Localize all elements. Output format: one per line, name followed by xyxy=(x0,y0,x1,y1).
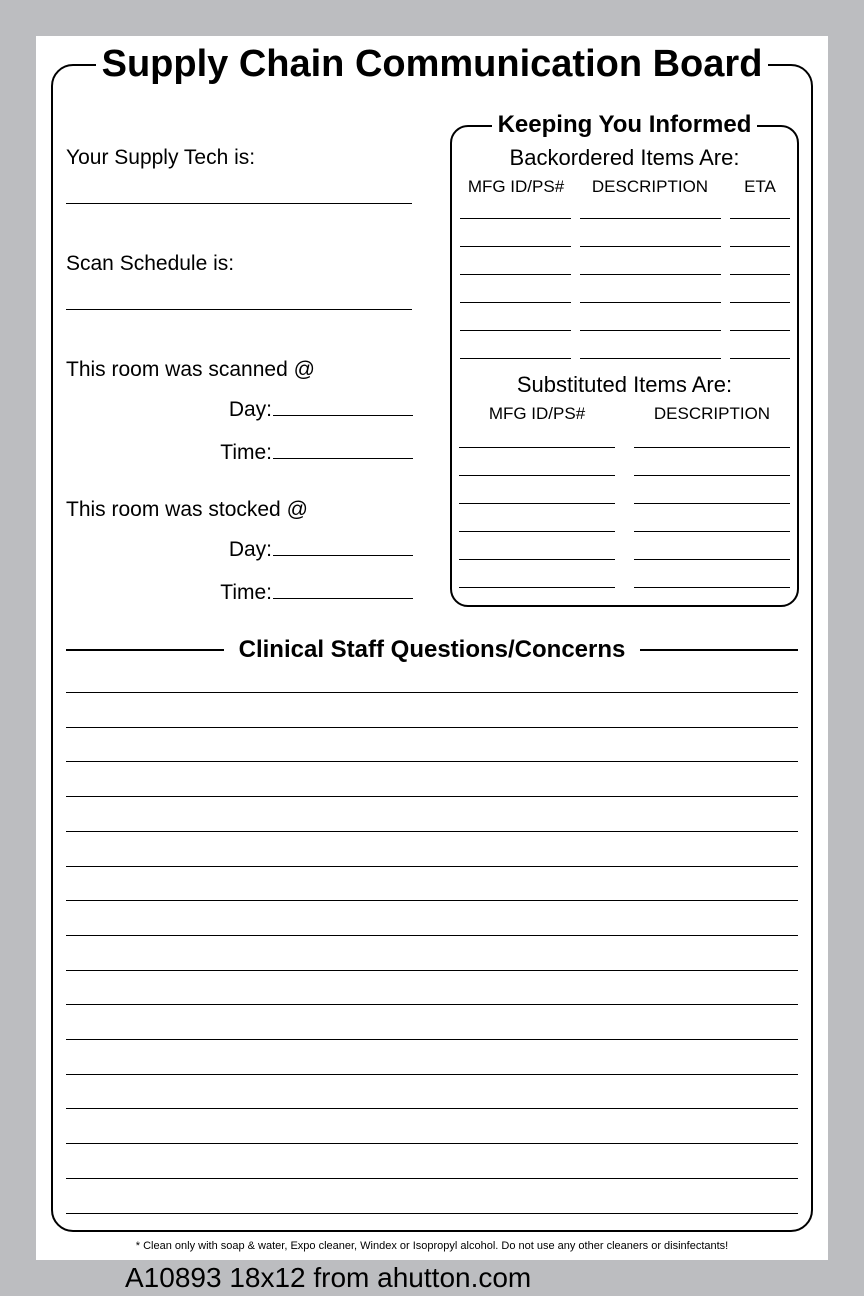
table-cell-line[interactable] xyxy=(459,447,615,448)
table-cell-line[interactable] xyxy=(459,531,615,532)
table-cell-line[interactable] xyxy=(730,246,790,247)
board-title: Supply Chain Communication Board xyxy=(66,40,798,88)
time-label: Time: xyxy=(220,581,272,604)
supply-tech-label: Your Supply Tech is: xyxy=(66,146,256,169)
table-cell-line[interactable] xyxy=(634,559,790,560)
concerns-header xyxy=(66,635,798,665)
stocked-label: This room was stocked @ xyxy=(66,498,308,521)
writing-line[interactable] xyxy=(66,866,798,867)
table-cell-line[interactable] xyxy=(460,330,571,331)
table-cell-line[interactable] xyxy=(580,330,721,331)
blank-line xyxy=(273,537,413,556)
table-cell-line[interactable] xyxy=(634,531,790,532)
table-cell-line[interactable] xyxy=(730,218,790,219)
table-cell-line[interactable] xyxy=(634,447,790,448)
time-label: Time: xyxy=(220,441,272,464)
table-cell-line[interactable] xyxy=(459,587,615,588)
table-cell-line[interactable] xyxy=(460,246,571,247)
table-cell-line[interactable] xyxy=(459,559,615,560)
table-cell-line[interactable] xyxy=(730,302,790,303)
backordered-col-eta: ETA xyxy=(744,177,776,196)
scan-schedule-label: Scan Schedule is: xyxy=(66,252,235,275)
scanned-label: This room was scanned @ xyxy=(66,358,315,381)
scanned-time-field[interactable] xyxy=(200,440,413,466)
scan-schedule-field[interactable] xyxy=(66,309,412,310)
day-label: Day: xyxy=(228,538,272,561)
table-cell-line[interactable] xyxy=(580,358,721,359)
writing-line[interactable] xyxy=(66,935,798,936)
backordered-col-mfg: MFG ID/PS# xyxy=(467,177,565,196)
product-caption: A10893 18x12 from ahutton.com xyxy=(125,1262,532,1293)
substituted-heading: Substituted Items Are: xyxy=(516,372,733,397)
writing-line[interactable] xyxy=(66,1178,798,1179)
info-title: Keeping You Informed xyxy=(450,110,799,140)
writing-line[interactable] xyxy=(66,900,798,901)
writing-line[interactable] xyxy=(66,796,798,797)
blank-line xyxy=(273,397,413,416)
backordered-col-description: DESCRIPTION xyxy=(591,177,709,196)
table-cell-line[interactable] xyxy=(580,302,721,303)
stocked-day-field[interactable] xyxy=(200,537,413,563)
table-cell-line[interactable] xyxy=(634,503,790,504)
writing-line[interactable] xyxy=(66,1074,798,1075)
table-cell-line[interactable] xyxy=(459,503,615,504)
table-cell-line[interactable] xyxy=(460,218,571,219)
writing-line[interactable] xyxy=(66,1039,798,1040)
writing-line[interactable] xyxy=(66,1108,798,1109)
writing-line[interactable] xyxy=(66,1143,798,1144)
table-cell-line[interactable] xyxy=(634,587,790,588)
table-cell-line[interactable] xyxy=(460,274,571,275)
table-cell-line[interactable] xyxy=(580,274,721,275)
table-cell-line[interactable] xyxy=(730,358,790,359)
table-cell-line[interactable] xyxy=(460,302,571,303)
scanned-day-field[interactable] xyxy=(200,397,413,423)
writing-line[interactable] xyxy=(66,761,798,762)
supply-tech-field[interactable] xyxy=(66,203,412,204)
substituted-col-description: DESCRIPTION xyxy=(653,404,771,423)
table-cell-line[interactable] xyxy=(634,475,790,476)
backordered-heading: Backordered Items Are: xyxy=(509,145,740,170)
table-cell-line[interactable] xyxy=(580,246,721,247)
writing-line[interactable] xyxy=(66,1213,798,1214)
table-cell-line[interactable] xyxy=(460,358,571,359)
writing-line[interactable] xyxy=(66,831,798,832)
blank-line xyxy=(273,580,413,599)
stocked-time-field[interactable] xyxy=(200,580,413,606)
table-cell-line[interactable] xyxy=(730,330,790,331)
table-cell-line[interactable] xyxy=(459,475,615,476)
info-box xyxy=(450,125,799,607)
writing-line[interactable] xyxy=(66,1004,798,1005)
day-label: Day: xyxy=(228,398,272,421)
writing-line[interactable] xyxy=(66,727,798,728)
table-cell-line[interactable] xyxy=(580,218,721,219)
cleaning-disclaimer: * Clean only with soap & water, Expo cleaner, Windex or Isopropyl alcohol. Do not use any other cleaners or disinfectants! xyxy=(135,1240,729,1252)
writing-line[interactable] xyxy=(66,970,798,971)
substituted-col-mfg: MFG ID/PS# xyxy=(488,404,586,423)
concerns-heading: Clinical Staff Questions/Concerns xyxy=(66,635,798,665)
writing-line[interactable] xyxy=(66,692,798,693)
table-cell-line[interactable] xyxy=(730,274,790,275)
blank-line xyxy=(273,440,413,459)
